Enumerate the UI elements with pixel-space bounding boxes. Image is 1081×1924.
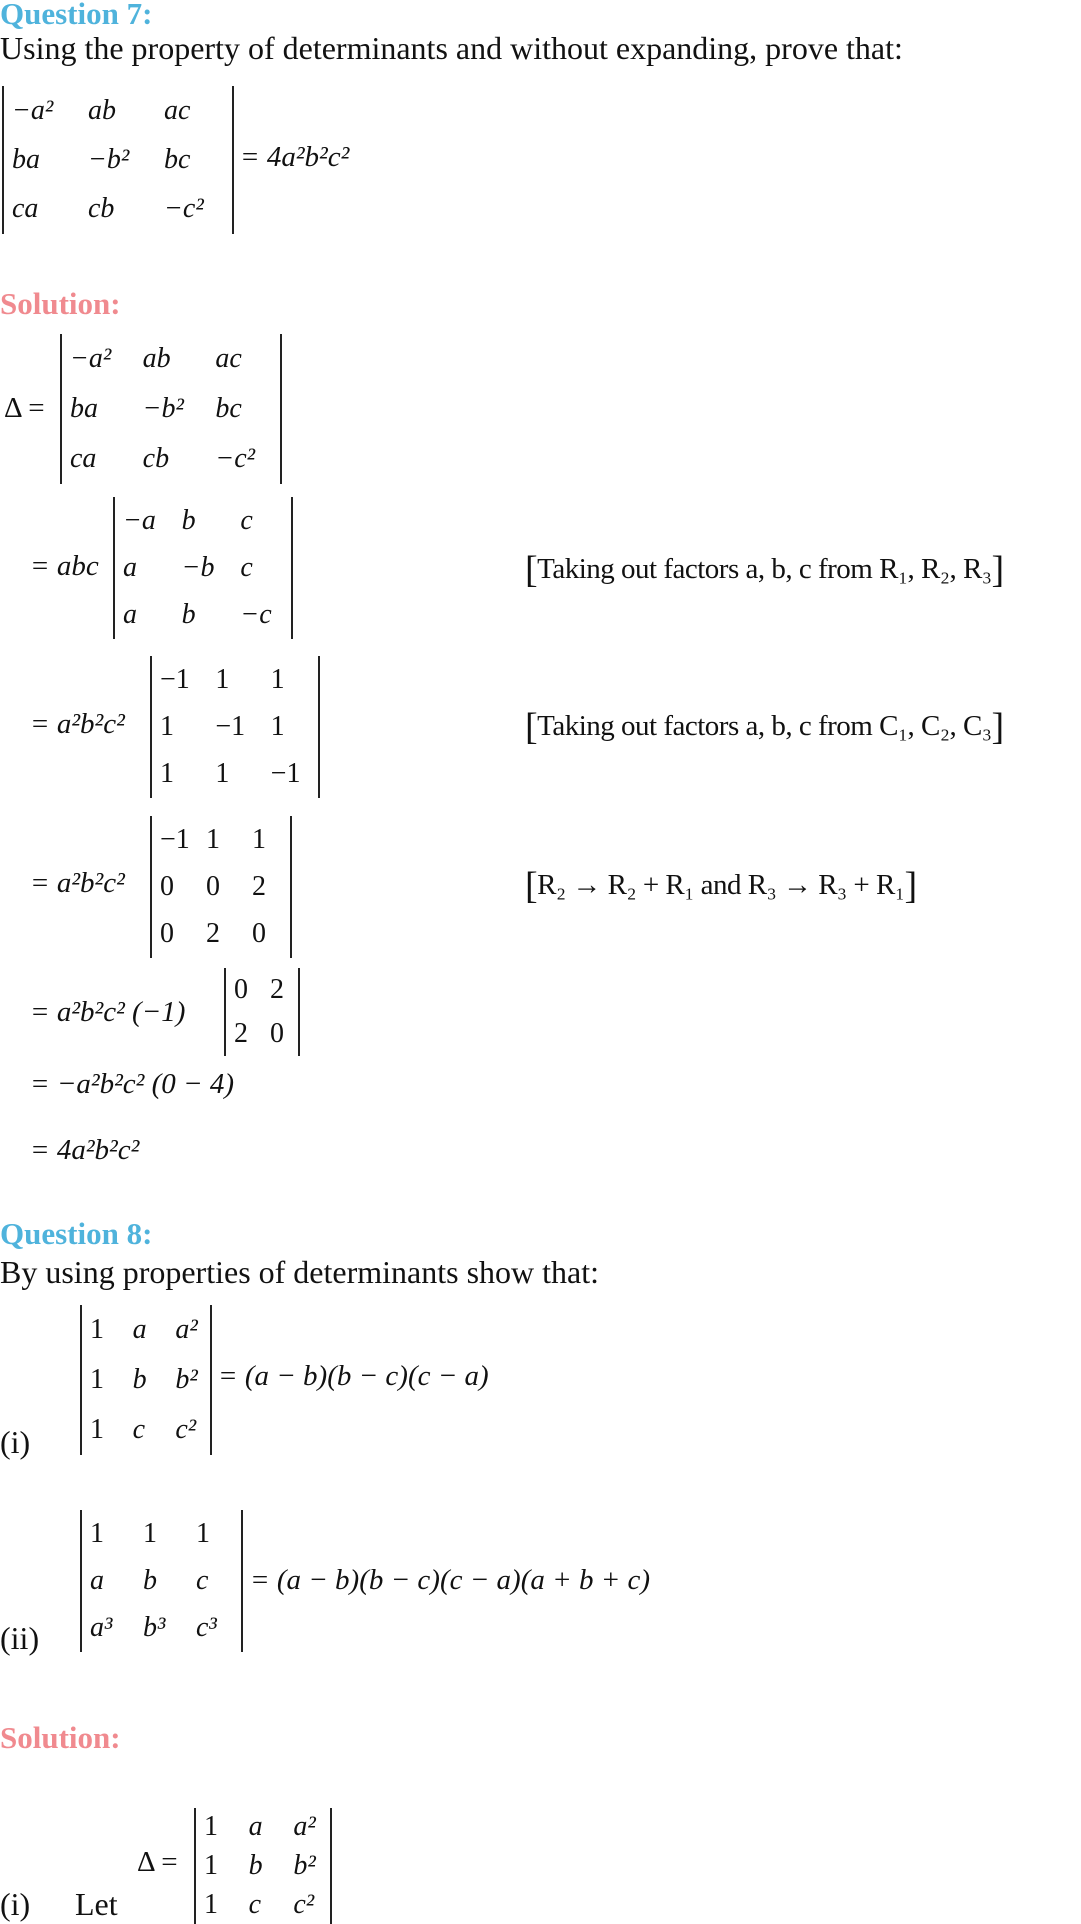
- matrix-cell: 1: [270, 663, 285, 695]
- matrix-cell: b²: [293, 1849, 316, 1881]
- step-4-lhs: = a²b²c² (−1): [30, 996, 186, 1028]
- bracket-open: [: [525, 706, 538, 748]
- matrix-cell: c²: [175, 1414, 197, 1445]
- bracket-close: ]: [991, 706, 1004, 748]
- part-ii-determinant: [80, 1510, 243, 1652]
- matrix-cell: ac: [164, 94, 191, 126]
- matrix-cell: cb: [142, 443, 170, 474]
- matrix-cell: −c²: [164, 193, 204, 225]
- matrix-cell: a: [123, 551, 137, 583]
- matrix-cell: a: [248, 1811, 263, 1843]
- matrix-cell: 2: [234, 1018, 248, 1049]
- matrix-cell: 1: [252, 823, 266, 855]
- matrix-cell: 1: [270, 710, 285, 742]
- step-1-note: [525, 548, 1004, 592]
- matrix-cell: 1: [90, 1517, 104, 1549]
- matrix-cell: 2: [206, 918, 220, 950]
- question-7-prompt: Using the property of determinants and without expanding, prove that:: [0, 30, 903, 66]
- matrix-cell: b: [181, 504, 196, 536]
- matrix-cell: 2: [252, 870, 266, 902]
- step-2-determinant: [150, 656, 320, 798]
- step-3-note: [525, 864, 917, 908]
- question-7-determinant: [2, 86, 234, 234]
- matrix-cell: ba: [12, 143, 40, 175]
- matrix-cell: b³: [143, 1612, 166, 1644]
- matrix-cell: a²: [175, 1314, 198, 1345]
- matrix-cell: 1: [196, 1517, 210, 1549]
- step-1-note-text: Taking out factors a, b, c from R₁, R₂, R₃: [537, 553, 992, 585]
- step-2-lhs: = a²b²c²: [30, 708, 125, 740]
- matrix-cell: 1: [204, 1849, 218, 1881]
- matrix-cell: −c: [240, 599, 272, 631]
- step-4-determinant: [224, 968, 300, 1056]
- question-8-heading: Question 8:: [0, 1216, 153, 1251]
- matrix-cell: c: [132, 1414, 146, 1445]
- part-ii-rhs: = (a − b)(b − c)(c − a)(a + b + c): [250, 1564, 651, 1596]
- matrix-cell: −a²: [70, 343, 112, 374]
- step-5: = −a²b²c² (0 − 4): [30, 1068, 234, 1100]
- step-3-determinant: [150, 816, 292, 958]
- matrix-cell: a: [123, 599, 137, 631]
- question-8-prompt: By using properties of determinants show that:: [0, 1254, 600, 1290]
- step-6: = 4a²b²c²: [30, 1134, 140, 1166]
- matrix-cell: b: [143, 1564, 157, 1596]
- bracket-open: [: [525, 865, 538, 907]
- matrix-cell: c²: [293, 1888, 315, 1920]
- solution-part-i-label: (i): [0, 1886, 31, 1922]
- let-text: Let: [75, 1886, 118, 1922]
- matrix-cell: ca: [70, 443, 97, 474]
- bracket-close: ]: [904, 865, 917, 907]
- matrix-cell: 1: [90, 1314, 104, 1345]
- step-0-lhs: Δ =: [4, 392, 45, 424]
- question-7-rhs: = 4a²b²c²: [240, 141, 350, 173]
- matrix-cell: c³: [196, 1612, 217, 1644]
- matrix-cell: c: [240, 551, 253, 583]
- matrix-cell: −1: [270, 758, 301, 790]
- solution-8-heading: Solution:: [0, 1720, 121, 1755]
- matrix-cell: ca: [12, 193, 39, 225]
- matrix-cell: b²: [175, 1364, 198, 1395]
- matrix-cell: 1: [215, 663, 230, 695]
- matrix-cell: ac: [215, 343, 242, 374]
- matrix-cell: −1: [160, 663, 190, 695]
- matrix-cell: 0: [160, 918, 174, 950]
- matrix-cell: 0: [270, 1018, 284, 1049]
- matrix-cell: 1: [90, 1364, 104, 1395]
- matrix-cell: ab: [142, 343, 171, 374]
- matrix-cell: −1: [215, 710, 246, 742]
- step-1-lhs: = abc: [30, 550, 99, 582]
- matrix-cell: 1: [143, 1517, 157, 1549]
- step-3-note-text: R₂ → R₂ + R₁ and R₃ → R₃ + R₁: [537, 869, 905, 901]
- question-7-heading: Question 7:: [0, 0, 153, 31]
- part-i-label: (i): [0, 1424, 31, 1460]
- matrix-cell: c: [240, 504, 253, 536]
- part-i-rhs: = (a − b)(b − c)(c − a): [218, 1360, 489, 1392]
- matrix-cell: 1: [160, 710, 174, 742]
- matrix-cell: −a: [123, 504, 156, 536]
- matrix-cell: a³: [90, 1612, 113, 1644]
- part-i-determinant: [80, 1305, 212, 1455]
- matrix-cell: b: [248, 1849, 263, 1881]
- matrix-cell: ab: [88, 94, 116, 126]
- step-2-note: [525, 705, 1004, 749]
- matrix-cell: −b²: [88, 143, 130, 175]
- solution-determinant: [194, 1808, 332, 1924]
- matrix-cell: 0: [206, 870, 220, 902]
- matrix-cell: bc: [215, 393, 242, 424]
- matrix-cell: −1: [160, 823, 190, 855]
- matrix-cell: 2: [270, 974, 284, 1005]
- matrix-cell: −c²: [215, 443, 256, 474]
- matrix-cell: b: [132, 1364, 147, 1395]
- matrix-cell: a: [132, 1314, 147, 1345]
- step-1-determinant: [113, 497, 293, 639]
- part-ii-label: (ii): [0, 1620, 40, 1656]
- matrix-cell: 1: [90, 1414, 104, 1445]
- delta-lhs: Δ =: [137, 1846, 178, 1878]
- bracket-close: ]: [991, 549, 1004, 591]
- matrix-cell: ba: [70, 393, 98, 424]
- matrix-cell: a²: [293, 1811, 316, 1843]
- step-3-lhs: = a²b²c²: [30, 867, 125, 899]
- matrix-cell: 0: [252, 918, 266, 950]
- matrix-cell: 1: [215, 758, 230, 790]
- matrix-cell: bc: [164, 143, 191, 175]
- matrix-cell: cb: [88, 193, 115, 225]
- solution-7-heading: Solution:: [0, 286, 121, 321]
- matrix-cell: 1: [204, 1888, 218, 1920]
- matrix-cell: 0: [234, 974, 248, 1005]
- matrix-cell: −b: [181, 551, 215, 583]
- matrix-cell: 1: [160, 758, 174, 790]
- step-2-note-text: Taking out factors a, b, c from C₁, C₂, C₃: [537, 710, 992, 742]
- matrix-cell: −b²: [142, 393, 184, 424]
- matrix-cell: 0: [160, 870, 174, 902]
- matrix-cell: b: [181, 599, 196, 631]
- matrix-cell: a: [90, 1564, 104, 1596]
- step-0-determinant: [60, 334, 282, 484]
- matrix-cell: c: [248, 1888, 262, 1920]
- matrix-cell: 1: [204, 1811, 218, 1843]
- matrix-cell: 1: [206, 823, 220, 855]
- matrix-cell: c: [196, 1564, 209, 1596]
- matrix-cell: −a²: [12, 94, 54, 126]
- bracket-open: [: [525, 549, 538, 591]
